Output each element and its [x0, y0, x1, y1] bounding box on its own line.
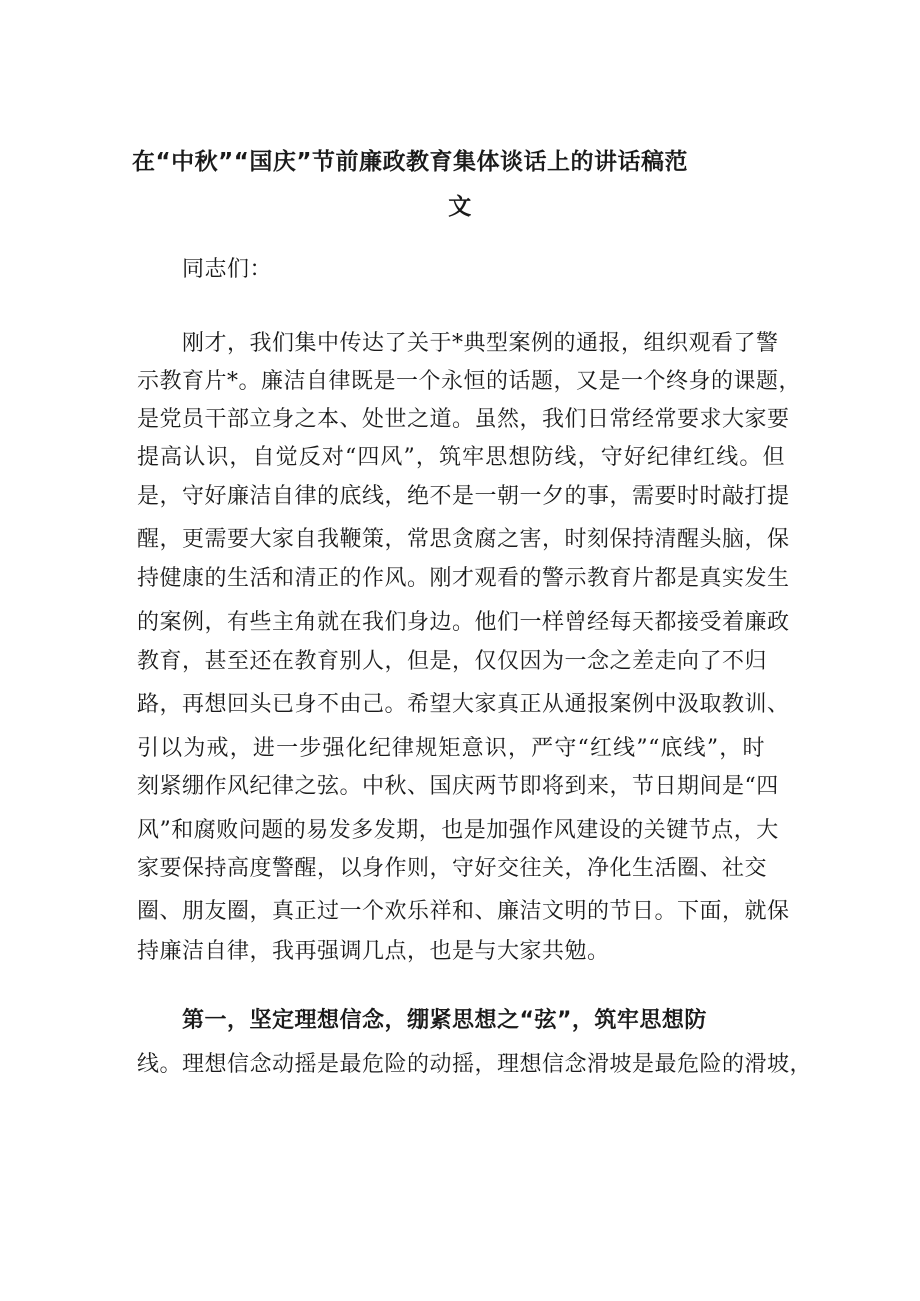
paragraph-line: 示教育片*。廉洁自律既是一个永恒的话题，又是一个终身的课题， — [137, 369, 802, 394]
paragraph-line: 刚才，我们集中传达了关于*典型案例的通报，组织观看了警 — [182, 331, 779, 356]
paragraph-line: 持健康的生活和清正的作风。刚才观看的警示教育片都是真实发生 — [137, 566, 790, 591]
document-title-line-2: 文 — [448, 194, 472, 220]
paragraph-line: 教育，甚至还在教育别人，但是，仅仅因为一念之差走向了不归 — [137, 649, 768, 674]
salutation: 同志们： — [182, 257, 273, 282]
paragraph-line: 是党员干部立身之本、处世之道。虽然，我们日常经常要求大家要 — [137, 407, 790, 432]
paragraph-line: 引以为戒，进一步强化纪律规矩意识，严守“红线”“底线”，时 — [137, 736, 765, 761]
paragraph-line: 家要保持高度警醒，以身作则，守好交往关，净化生活圈、社交 — [137, 856, 768, 881]
paragraph-line: 提高认识，自觉反对“四风”，筑牢思想防线，守好纪律红线。但 — [137, 445, 785, 470]
paragraph-line: 风”和腐败问题的易发多发期，也是加强作风建设的关键节点，大 — [137, 818, 779, 843]
document-title-line-1: 在“中秋”“国庆”节前廉政教育集体谈话上的讲话稿范 — [132, 149, 688, 175]
paragraph-line: 圈、朋友圈，真正过一个欢乐祥和、廉洁文明的节日。下面，就保 — [137, 899, 790, 924]
paragraph-line: 是，守好廉洁自律的底线，绝不是一朝一夕的事，需要时时敲打提 — [137, 484, 790, 509]
paragraph-line: 的案例，有些主角就在我们身边。他们一样曾经每天都接受着廉政 — [137, 610, 790, 635]
paragraph-line: 持廉洁自律，我再强调几点，也是与大家共勉。 — [137, 939, 610, 964]
section-heading: 第一，坚定理想信念，绷紧思想之“弦”，筑牢思想防 — [182, 1008, 707, 1033]
paragraph-line: 刻紧绷作风纪律之弦。中秋、国庆两节即将到来，节日期间是“四 — [137, 774, 779, 799]
paragraph-line: 路，再想回头已身不由己。希望大家真正从通报案例中汲取教训、 — [137, 692, 790, 717]
paragraph-line: 醒，更需要大家自我鞭策，常思贪腐之害，时刻保持清醒头脑，保 — [137, 527, 790, 552]
section-line: 线。理想信念动摇是最危险的动摇，理想信念滑坡是最危险的滑坡， — [137, 1052, 813, 1077]
